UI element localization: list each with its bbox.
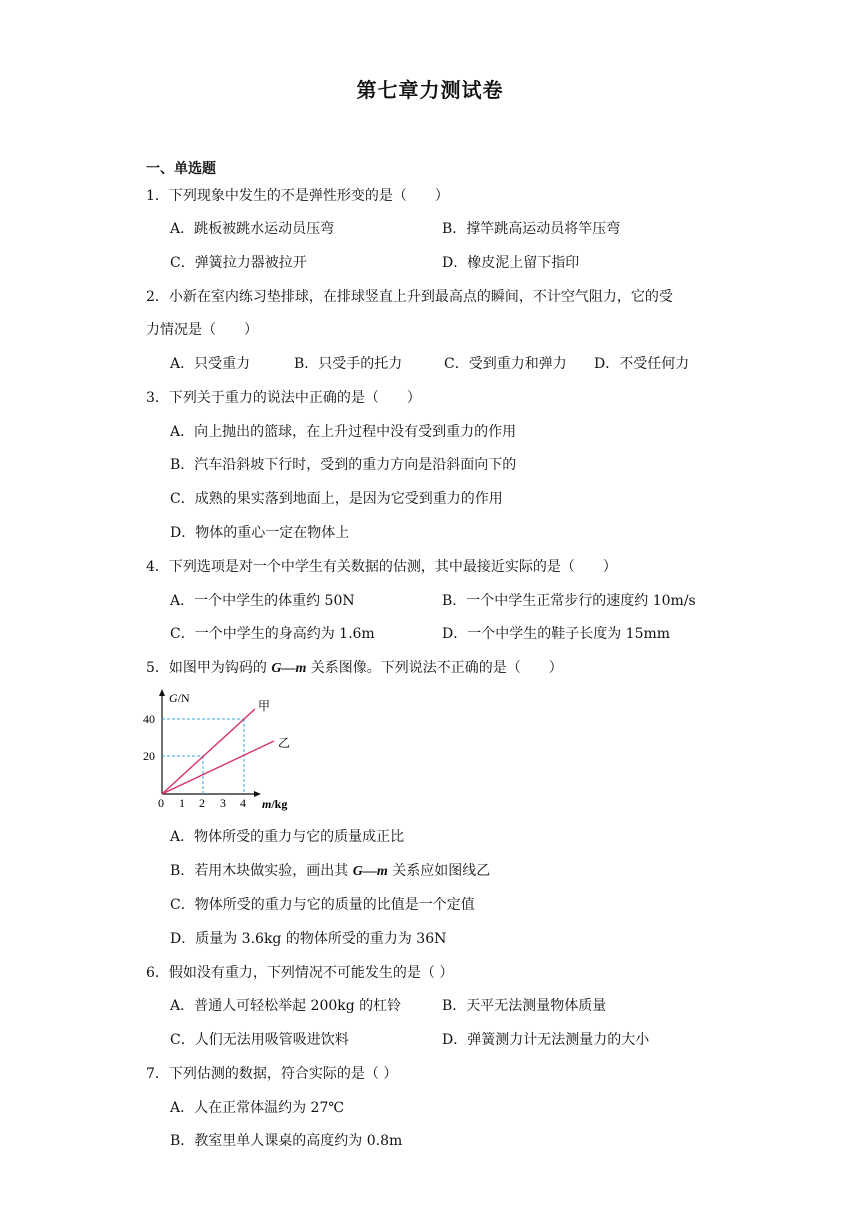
question-1-option-d: D．橡皮泥上留下指印 <box>442 255 580 271</box>
question-2-stem-line2: 力情况是（ ） <box>146 322 258 338</box>
question-2-option-c: C．受到重力和弹力 <box>444 356 567 372</box>
question-4-option-b: B．一个中学生正常步行的速度约 10m/s <box>442 593 696 609</box>
question-7-option-a: A．人在正常体温约为 27℃ <box>170 1100 345 1116</box>
question-5-option-a: A．物体所受的重力与它的质量成正比 <box>170 829 405 845</box>
question-1-option-b: B．撑竿跳高运动员将竿压弯 <box>442 221 621 237</box>
x-tick-0: 0 <box>158 796 164 810</box>
question-4-stem: 4．下列选项是对一个中学生有关数据的估测，其中最接近实际的是（ ） <box>146 559 617 575</box>
question-3-option-a: A．向上抛出的篮球，在上升过程中没有受到重力的作用 <box>170 424 517 440</box>
x-tick-2: 2 <box>199 796 205 810</box>
question-6-option-b: B．天平无法测量物体质量 <box>442 998 607 1014</box>
question-6-option-c: C．人们无法用吸管吸进饮料 <box>170 1032 349 1048</box>
question-3-option-c: C．成熟的果实落到地面上，是因为它受到重力的作用 <box>170 491 503 507</box>
question-5-option-b <box>170 861 490 882</box>
x-tick-4: 4 <box>240 796 246 810</box>
question-5-option-d: D．质量为 3.6kg 的物体所受的重力为 36N <box>170 931 447 947</box>
question-4-option-d: D．一个中学生的鞋子长度为 15mm <box>442 626 671 642</box>
question-5-option-b-variable: G—m <box>352 864 388 879</box>
line-yi-label: 乙 <box>278 736 291 750</box>
g-m-graph <box>136 686 296 812</box>
question-7-option-b: B．教室里单人课桌的高度约为 0.8m <box>170 1133 403 1149</box>
line-jia-label: 甲 <box>258 699 271 713</box>
y-axis-label: G/N <box>169 691 190 705</box>
question-4-option-c: C．一个中学生的身高约为 1.6m <box>170 626 375 642</box>
x-tick-3: 3 <box>220 796 226 810</box>
line-jia <box>162 709 255 794</box>
question-2-stem-line1: 2．小新在室内练习垫排球，在排球竖直上升到最高点的瞬间，不计空气阻力，它的受 <box>146 289 673 305</box>
y-axis-arrow <box>159 689 165 696</box>
question-3-option-d: D．物体的重心一定在物体上 <box>170 525 350 541</box>
section-heading: 一、单选题 <box>146 161 216 177</box>
line-yi <box>162 741 274 794</box>
question-5-option-c: C．物体所受的重力与它的质量的比值是一个定值 <box>170 897 475 913</box>
question-6-option-a: A．普通人可轻松举起 200kg 的杠铃 <box>170 998 402 1014</box>
x-axis-label: m/kg <box>262 797 288 811</box>
x-tick-1: 1 <box>179 796 185 810</box>
question-6-option-d: D．弹簧测力计无法测量力的大小 <box>442 1032 650 1048</box>
page-title: 第七章力测试卷 <box>356 78 504 102</box>
question-5-option-b-part1: B．若用木块做实验，画出其 <box>170 863 353 879</box>
question-1-stem: 1．下列现象中发生的不是弹性形变的是（ ） <box>146 188 449 204</box>
y-tick-20: 20 <box>143 749 155 763</box>
question-5-option-b-part2: 关系应如图线乙 <box>387 863 491 879</box>
question-6-stem: 6．假如没有重力，下列情况不可能发生的是（ ） <box>146 965 454 981</box>
question-4-option-a: A．一个中学生的体重约 50N <box>170 593 355 609</box>
question-3-option-b: B．汽车沿斜坡下行时，受到的重力方向是沿斜面向下的 <box>170 457 517 473</box>
y-tick-40: 40 <box>143 712 155 726</box>
question-2-option-a: A．只受重力 <box>170 356 251 372</box>
question-2-option-b: B．只受手的托力 <box>294 356 403 372</box>
question-1-option-c: C．弹簧拉力器被拉开 <box>170 255 307 271</box>
x-axis-arrow <box>254 791 261 797</box>
question-1-option-a: A．跳板被跳水运动员压弯 <box>170 221 335 237</box>
question-2-option-d: D．不受任何力 <box>594 356 690 372</box>
question-5-stem-part1: 5．如图甲为钩码的 <box>146 660 272 676</box>
question-5-stem <box>146 658 563 679</box>
question-7-stem: 7．下列估测的数据，符合实际的是（ ） <box>146 1066 398 1082</box>
question-5-stem-part2: 关系图像。下列说法不正确的是（ ） <box>306 660 563 676</box>
question-5-variable: G—m <box>271 661 307 676</box>
question-3-stem: 3．下列关于重力的说法中正确的是（ ） <box>146 390 421 406</box>
